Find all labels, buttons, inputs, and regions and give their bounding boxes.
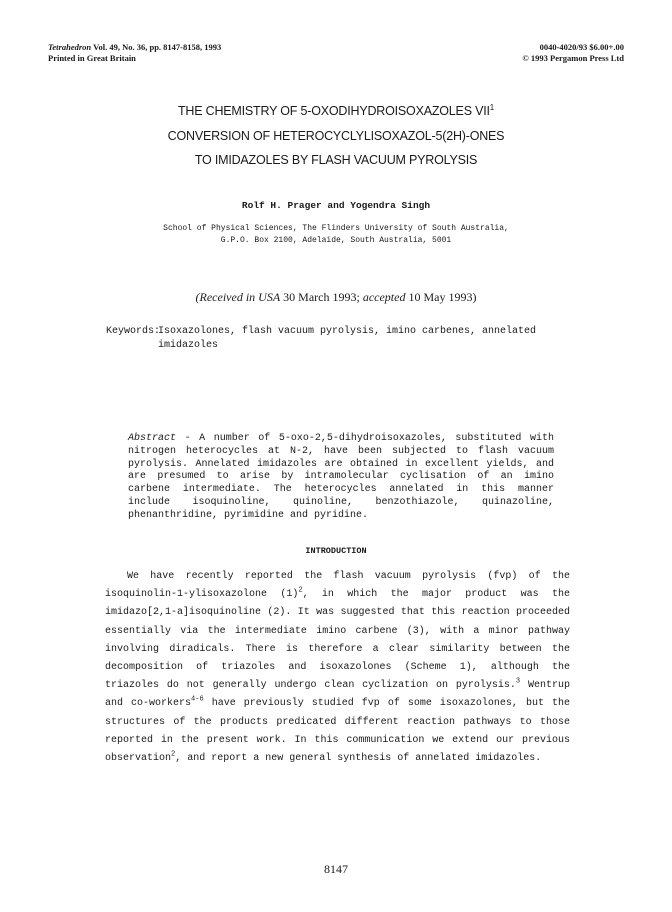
- accepted-date: 10 May 1993): [405, 290, 477, 304]
- abstract-text: - A number of 5-oxo-2,5-dihydroisoxazoles, substituted with nitrogen heterocycles at N-2, have been subjected to flash vacuum pyrolysis. Annelated imidazoles are obtained in excellent yields, and are presumed to arise by intramolecular cyclisation of an imino carbene intermediate. The heterocycles annelated in this manner include isoquinoline, quinoline, benzothiazole, quinazoline, phenanthridine, pyrimidine and pyridine.: [128, 433, 554, 521]
- title-line-1-text: THE CHEMISTRY OF 5-OXODIHYDROISOXAZOLES VII: [177, 104, 490, 118]
- citation-details: Vol. 49, No. 36, pp. 8147-8158, 1993: [91, 42, 222, 52]
- keywords: [106, 325, 566, 353]
- affiliation-line-2: G.P.O. Box 2100, Adelaide, South Australia, 5001: [220, 236, 452, 245]
- accepted-label: accepted: [362, 290, 406, 304]
- ref-2b: 2: [171, 750, 176, 759]
- keywords-label: Keywords:: [106, 326, 161, 337]
- intro-text-1: We have recently reported the flash vacuum pyrolysis (fvp) of the isoquinolin-1-ylisoxazolone (1): [105, 571, 570, 601]
- title-line-3: TO IMIDAZOLES BY FLASH VACUUM PYROLYSIS: [194, 153, 478, 167]
- received-prefix: (Received in USA: [195, 290, 281, 304]
- issn-price: 0040-4020/93 $6.00+.00: [539, 42, 624, 52]
- received-date: 30 March 1993;: [280, 290, 363, 304]
- introduction-body: [105, 568, 570, 768]
- keywords-text: Isoxazolones, flash vacuum pyrolysis, imino carbenes, annelated imidazoles: [158, 326, 537, 351]
- title-footnote-ref: 1: [489, 102, 495, 112]
- introduction-paragraph: [105, 568, 570, 768]
- authors: Rolf H. Prager and Yogendra Singh: [241, 200, 431, 211]
- intro-text-4: have previously studied fvp of some isoxazolones, but the structures of the products predicated different reaction pathways to those reported in the present work. In this communication we extend our previous observation: [105, 698, 570, 765]
- title-line-2: CONVERSION OF HETEROCYCLYLISOXAZOL-5(2H)-ONES: [167, 129, 505, 143]
- page-number: 8147: [324, 862, 348, 876]
- publisher-info: [522, 42, 624, 64]
- affiliation-line-1: School of Physical Sciences, The Flinders University of South Australia,: [163, 224, 509, 233]
- ref-2: 2: [298, 586, 303, 595]
- title-line-1: [0, 104, 672, 118]
- introduction-heading: INTRODUCTION: [305, 546, 367, 556]
- printed-in: Printed in Great Britain: [48, 53, 136, 63]
- journal-citation: [48, 42, 221, 64]
- received-dates: [0, 290, 672, 305]
- abstract-lead: Abstract: [128, 433, 177, 444]
- intro-text-2: , in which the major product was the imidazo[2,1-a]isoquinoline (2). It was suggested that this reaction proceeded essentially via the intermediate imino carbene (3), with a minor pathway involving diradicals. There is therefore a clear similarity between the decomposition of triazoles and isoxazolones (Scheme 1), although the triazoles do not generally undergo clean cyclization on pyrolysis.: [105, 589, 570, 692]
- intro-text-5: , and report a new general synthesis of annelated imidazoles.: [175, 753, 542, 765]
- intro-text-3: Wentrup and co-workers: [105, 680, 570, 710]
- copyright: © 1993 Pergamon Press Ltd: [522, 53, 624, 63]
- journal-name: Tetrahedron: [48, 42, 92, 52]
- ref-3: 3: [515, 677, 521, 686]
- ref-4-6: 4-6: [191, 696, 204, 705]
- abstract: [128, 433, 554, 523]
